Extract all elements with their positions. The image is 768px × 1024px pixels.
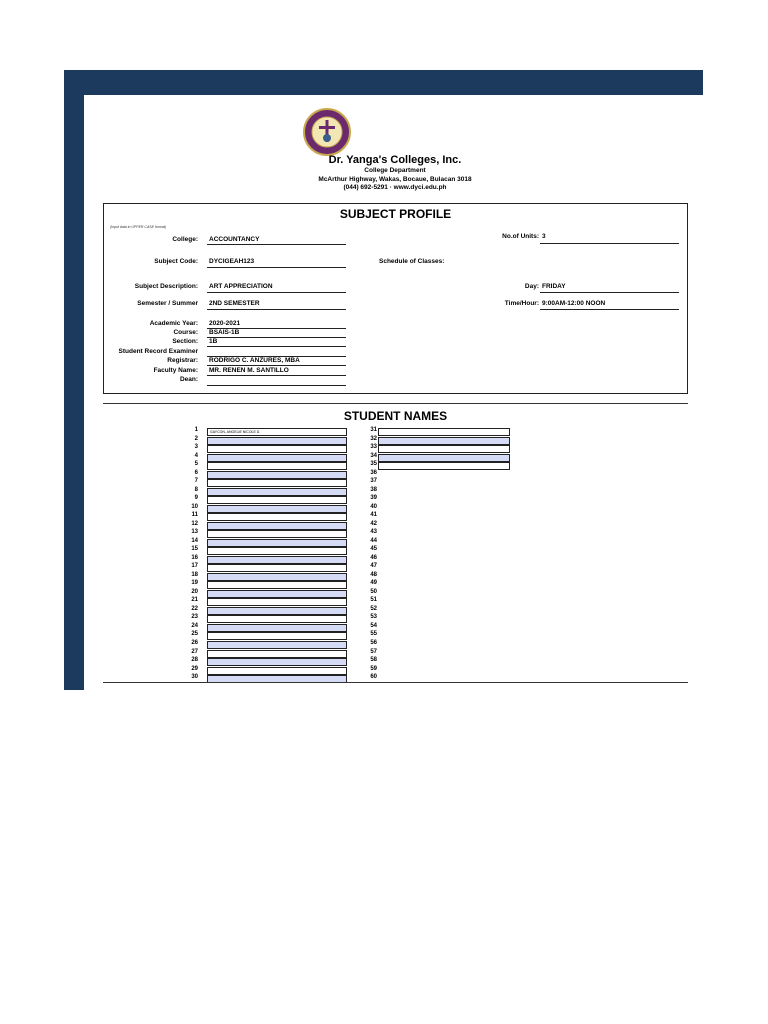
student-name-cell-16[interactable]	[207, 556, 347, 564]
student-number-27: 27	[191, 648, 198, 655]
dean-underline	[207, 385, 346, 386]
student-name-cell-34[interactable]	[378, 454, 510, 462]
student-number-51: 51	[370, 597, 377, 604]
student-number-12: 12	[191, 520, 198, 527]
student-number-13: 13	[191, 529, 198, 536]
student-number-19: 19	[191, 580, 198, 587]
student-number-4: 4	[194, 452, 198, 459]
student-name-cell-7[interactable]	[207, 479, 347, 487]
bottom-divider	[103, 682, 688, 683]
student-name-cell-19[interactable]	[207, 581, 347, 589]
time-label: Time/Hour:	[504, 300, 539, 307]
student-number-16: 16	[191, 554, 198, 561]
student-number-14: 14	[191, 537, 198, 544]
student-names-title: STUDENT NAMES	[343, 409, 448, 423]
student-number-7: 7	[194, 478, 198, 485]
student-number-1: 1	[194, 427, 198, 433]
student-name-cell-12[interactable]	[207, 522, 347, 530]
student-number-35: 35	[370, 461, 377, 468]
college-value[interactable]: ACCOUNTANCY	[209, 236, 260, 243]
student-number-58: 58	[370, 657, 377, 664]
subject-profile-title: SUBJECT PROFILE	[339, 207, 452, 221]
student-name-cell-20[interactable]	[207, 590, 347, 598]
student-number-45: 45	[370, 546, 377, 553]
student-number-46: 46	[370, 554, 377, 561]
academic-year-label: Academic Year:	[149, 320, 198, 327]
student-number-25: 25	[191, 631, 198, 638]
student-number-18: 18	[191, 571, 198, 578]
student-name-cell-35[interactable]	[378, 462, 510, 470]
student-number-41: 41	[370, 512, 377, 519]
student-number-28: 28	[191, 657, 198, 664]
student-name-cell-5[interactable]	[207, 462, 347, 470]
student-name-cell-6[interactable]	[207, 471, 347, 479]
student-number-43: 43	[370, 529, 377, 536]
faculty-label: Faculty Name:	[153, 367, 198, 374]
student-number-20: 20	[191, 588, 198, 595]
student-number-31: 31	[370, 427, 377, 433]
school-name: Dr. Yanga's Colleges, Inc.	[328, 154, 462, 166]
student-number-49: 49	[370, 580, 377, 587]
student-number-33: 33	[370, 444, 377, 451]
time-value[interactable]: 9:00AM-12:00 NOON	[542, 300, 606, 307]
registrar-underline	[207, 365, 346, 366]
student-name-cell-29[interactable]	[207, 667, 347, 675]
student-number-37: 37	[370, 478, 377, 485]
student-number-22: 22	[191, 605, 198, 612]
student-name-cell-9[interactable]	[207, 496, 347, 504]
student-number-9: 9	[194, 495, 198, 502]
college-label: College:	[172, 236, 198, 243]
student-number-56: 56	[370, 640, 377, 646]
student-number-26: 26	[191, 640, 198, 646]
student-name-cell-14[interactable]	[207, 539, 347, 547]
course-value[interactable]: BSAIS-1B	[209, 329, 240, 336]
student-number-42: 42	[370, 520, 377, 527]
semester-value[interactable]: 2ND SEMESTER	[209, 300, 260, 307]
student-number-23: 23	[191, 614, 198, 621]
section-label: Section:	[172, 338, 198, 345]
student-name-cell-4[interactable]	[207, 454, 347, 462]
day-label: Day:	[524, 283, 539, 290]
student-name-cell-33[interactable]	[378, 445, 510, 453]
student-name-cell-21[interactable]	[207, 598, 347, 606]
units-underline	[540, 243, 679, 244]
student-number-15: 15	[191, 546, 198, 553]
time-underline	[540, 309, 679, 310]
subject-code-label: Subject Code:	[154, 258, 198, 265]
student-number-47: 47	[370, 563, 377, 570]
student-number-54: 54	[370, 622, 377, 629]
schedule-label: Schedule of Classes:	[379, 258, 445, 265]
section-divider	[103, 403, 688, 404]
student-name-cell-22[interactable]	[207, 607, 347, 615]
course-underline	[207, 337, 346, 338]
student-name-cell-25[interactable]	[207, 632, 347, 640]
student-name-cell-13[interactable]	[207, 530, 347, 538]
student-number-53: 53	[370, 614, 377, 621]
college-underline	[207, 244, 346, 245]
student-name-cell-15[interactable]	[207, 547, 347, 555]
input-note: (Input data in UPPER CASE format)	[110, 225, 167, 229]
student-number-39: 39	[370, 495, 377, 502]
units-value[interactable]: 3	[542, 233, 546, 240]
school-seal-icon	[303, 108, 351, 156]
school-address: McArthur Highway, Wakas, Bocaue, Bulacan 3018	[318, 176, 472, 183]
school-department: College Department	[364, 167, 426, 174]
subject-description-label: Subject Description:	[134, 283, 198, 290]
student-name-cell-10[interactable]	[207, 505, 347, 513]
dean-label: Dean:	[179, 376, 198, 383]
student-name-cell-31[interactable]	[378, 428, 510, 436]
student-number-30: 30	[191, 674, 198, 681]
student-name-cell-1[interactable]: GAYCON, ANGELIE NICOLE D.	[207, 428, 347, 436]
student-name-cell-27[interactable]	[207, 650, 347, 658]
student-number-24: 24	[191, 622, 198, 629]
student-number-29: 29	[191, 665, 198, 672]
units-label: No.of Units:	[502, 233, 539, 240]
day-underline	[540, 292, 679, 293]
student-number-44: 44	[370, 537, 377, 544]
student-number-60: 60	[370, 674, 377, 681]
student-number-5: 5	[194, 461, 198, 468]
school-contact: (044) 692-5291 · www.dyci.edu.ph	[343, 184, 447, 191]
student-number-6: 6	[194, 469, 198, 476]
student-number-3: 3	[194, 444, 198, 451]
student-number-36: 36	[370, 469, 377, 476]
student-number-59: 59	[370, 665, 377, 672]
subject-description-value[interactable]: ART APPRECIATION	[209, 283, 273, 290]
student-number-50: 50	[370, 588, 377, 595]
subject-description-underline	[207, 292, 346, 293]
semester-label: Semester / Summer	[137, 300, 198, 307]
student-number-38: 38	[370, 486, 377, 493]
course-label: Course:	[173, 329, 198, 336]
student-number-11: 11	[191, 512, 198, 519]
student-name-cell-11[interactable]	[207, 513, 347, 521]
student-name-cell-17[interactable]	[207, 564, 347, 572]
registrar-label: Registrar:	[167, 357, 198, 364]
academic-year-value[interactable]: 2020-2021	[209, 320, 241, 327]
student-number-48: 48	[370, 571, 377, 578]
section-underline	[207, 346, 346, 347]
examiner-label: Student Record Examiner	[118, 348, 198, 355]
faculty-underline	[207, 375, 346, 376]
subject-code-value[interactable]: DYCIGEAH123	[209, 258, 255, 265]
student-name-cell-24[interactable]	[207, 624, 347, 632]
semester-underline	[207, 309, 346, 310]
student-name-cell-32[interactable]	[378, 437, 510, 445]
student-name-cell-8[interactable]	[207, 488, 347, 496]
student-number-57: 57	[370, 648, 377, 655]
student-name-cell-26[interactable]	[207, 641, 347, 649]
subject-profile-box	[103, 203, 688, 394]
student-number-10: 10	[191, 503, 198, 510]
student-name-cell-28[interactable]	[207, 658, 347, 666]
student-number-8: 8	[194, 486, 198, 493]
student-name-cell-2[interactable]	[207, 437, 347, 445]
day-value[interactable]: FRIDAY	[542, 283, 566, 290]
student-number-40: 40	[370, 503, 377, 510]
student-number-52: 52	[370, 605, 377, 612]
student-number-55: 55	[370, 631, 377, 638]
faculty-value[interactable]: MR. RENEN M. SANTILLO	[209, 367, 289, 374]
student-name-cell-23[interactable]	[207, 615, 347, 623]
student-number-21: 21	[191, 597, 198, 604]
student-number-32: 32	[370, 435, 377, 442]
section-value[interactable]: 1B	[209, 338, 218, 345]
student-number-17: 17	[191, 563, 198, 570]
subject-code-underline	[207, 267, 346, 268]
registrar-value[interactable]: RODRIGO C. ANZURES, MBA	[209, 357, 300, 364]
student-name-cell-3[interactable]	[207, 445, 347, 453]
student-number-2: 2	[194, 435, 198, 442]
student-name-cell-18[interactable]	[207, 573, 347, 581]
student-number-34: 34	[370, 452, 377, 459]
